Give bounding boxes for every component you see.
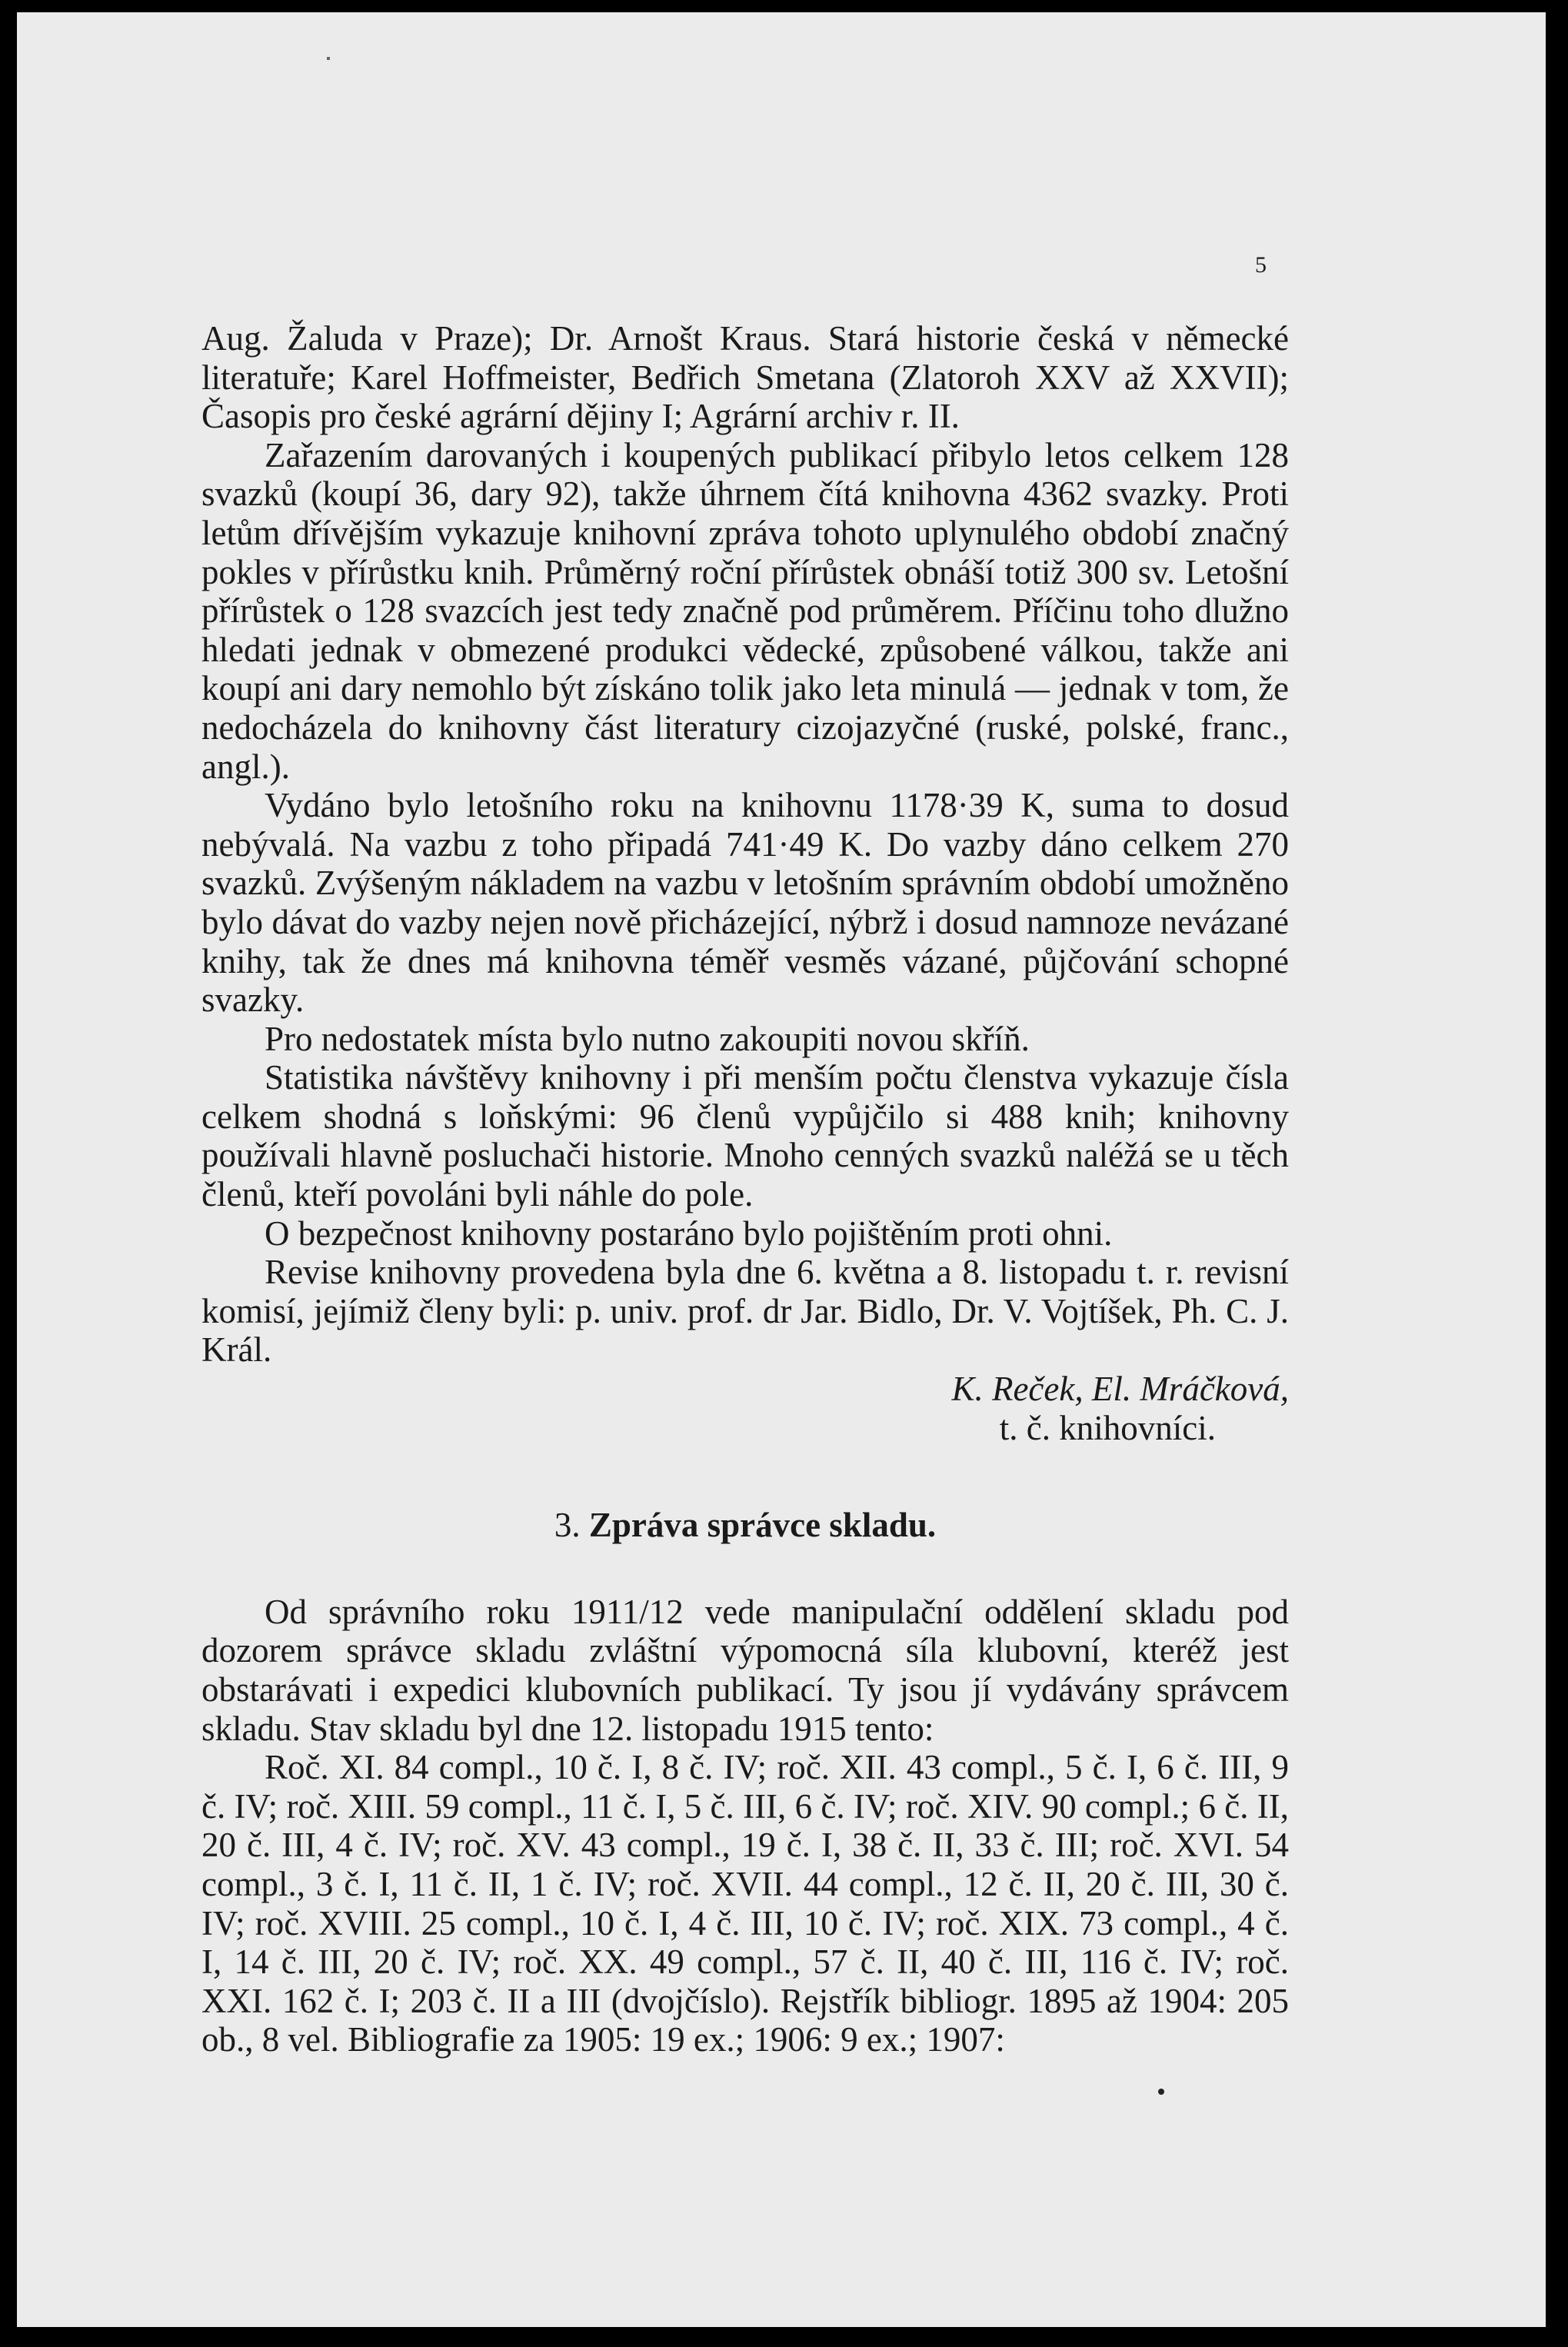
paragraph-insurance: O bezpečnost knihovny postaráno bylo pojištěním proti ohni.: [265, 1213, 1113, 1253]
paragraph-warehouse-stock: Roč. XI. 84 compl., 10 č. I, 8 č. IV; roč. XII. 43 compl., 5 č. I, 6 č. III, 9 č. IV; roč. XIII. 59 compl., 11 č. I, 5 č. III, 6 č. IV; roč. XIV. 90 compl.; 6 č. II, 20 č. III, 4 č. IV; roč. XV. 43 compl., 19 č. I, 38 č. II, 33 č. III; roč. XVI. 54 compl., 3 č. I, 11 č. II, 1 č. IV; roč. XVII. 44 compl., 12 č. II, 20 č. III, 30 č. IV; roč. XVIII. 25 compl., 10 č. I, 4 č. III, 10 č. IV; roč. XIX. 73 compl., 4 č. I, 14 č. III, 20 č. IV; roč. XX. 49 compl., 57 č. II, 40 č. III, 116 č. IV; roč. XXI. 162 č. I; 203 č. II a III (dvojčíslo). Rejstřík bibliogr. 1895 až 1904: 205 ob., 8 vel. Bibliografie za 1905: 19 ex.; 1906: 9 ex.; 1907:: [201, 1748, 1289, 2059]
section-heading: [201, 1506, 1289, 1545]
scanned-page: [17, 12, 1546, 2327]
page-number: 5: [1255, 252, 1267, 278]
paragraph-book-list: Aug. Žaluda v Praze); Dr. Arnošt Kraus. Stará historie česká v německé literatuře; Karel Hoffmeister, Bedřich Smetana (Zlatoroh XXV až XXVII); Časopis pro české agrární dějiny I; Agrární archiv r. II.: [201, 319, 1289, 436]
paragraph-acquisitions: Zařazením darovaných i koupených publikací přibylo letos celkem 128 svazků (koupí 36, dary 92), takže úhrnem čítá knihovna 4362 svazky. Proti letům dřívějším vykazuje knihovní zpráva tohoto uplynulého období značný pokles v přírůstku knih. Průměrný roční přírůstek obnáší totiž 300 sv. Letošní přírůstek o 128 svazcích jest tedy značně pod průměrem. Příčinu toho dlužno hledati jednak v obmezené produkci vědecké, způsobené válkou, takže ani koupí ani dary nemohlo být získáno tolik jako leta minulá — jednak v tom, že nedocházela do knihovny část literatury cizojazyčné (ruské, polské, franc., angl.).: [201, 435, 1289, 786]
body-text: [201, 319, 1289, 2059]
scan-speck: [327, 57, 330, 60]
paragraph-bookcase: Pro nedostatek místa bylo nutno zakoupiti novou skříň.: [265, 1019, 1030, 1058]
section-title: Zpráva správce skladu.: [588, 1506, 937, 1545]
paragraph-expenses: Vydáno bylo letošního roku na knihovnu 1178·39 K, suma to dosud nebývalá. Na vazbu z toho připadá 741·49 K. Do vazby dáno celkem 270 svazků. Zvýšeným nákladem na vazbu v letošním správním období umožněno bylo dávat do vazby nejen nově přicházející, nýbrž i dosud namnoze nevázané knihy, tak že dnes má knihovna téměř vesměs vázané, půjčování schopné svazky.: [201, 786, 1289, 1020]
paragraph-statistics: Statistika návštěvy knihovny i při menším počtu členstva vykazuje čísla celkem shodná s loňskými: 96 členů vypůjčilo si 488 knih; knihovny používali hlavně posluchači historie. Mnoho cenných svazků naléžá se u těch členů, kteří povoláni byli náhle do pole.: [201, 1058, 1289, 1214]
section-number: 3.: [554, 1506, 581, 1545]
signature-title: t. č. knihovníci.: [999, 1408, 1216, 1447]
scan-dot: [1158, 2089, 1164, 2095]
paragraph-revision: Revise knihovny provedena byla dne 6. května a 8. listopadu t. r. revisní komisí, jejímiž členy byli: p. univ. prof. dr Jar. Bidlo, Dr. V. Vojtíšek, Ph. C. J. Král.: [201, 1253, 1289, 1370]
signature-names: K. Reček, El. Mráčková,: [951, 1370, 1289, 1409]
paragraph-warehouse-intro: Od správního roku 1911/12 vede manipulační oddělení skladu pod dozorem správce skladu zvláštní výpomocná síla klubovní, kteréž jest obstarávati i expedici klubovních publikací. Ty jsou jí vydávány správcem skladu. Stav skladu byl dne 12. listopadu 1915 tento:: [201, 1592, 1289, 1748]
